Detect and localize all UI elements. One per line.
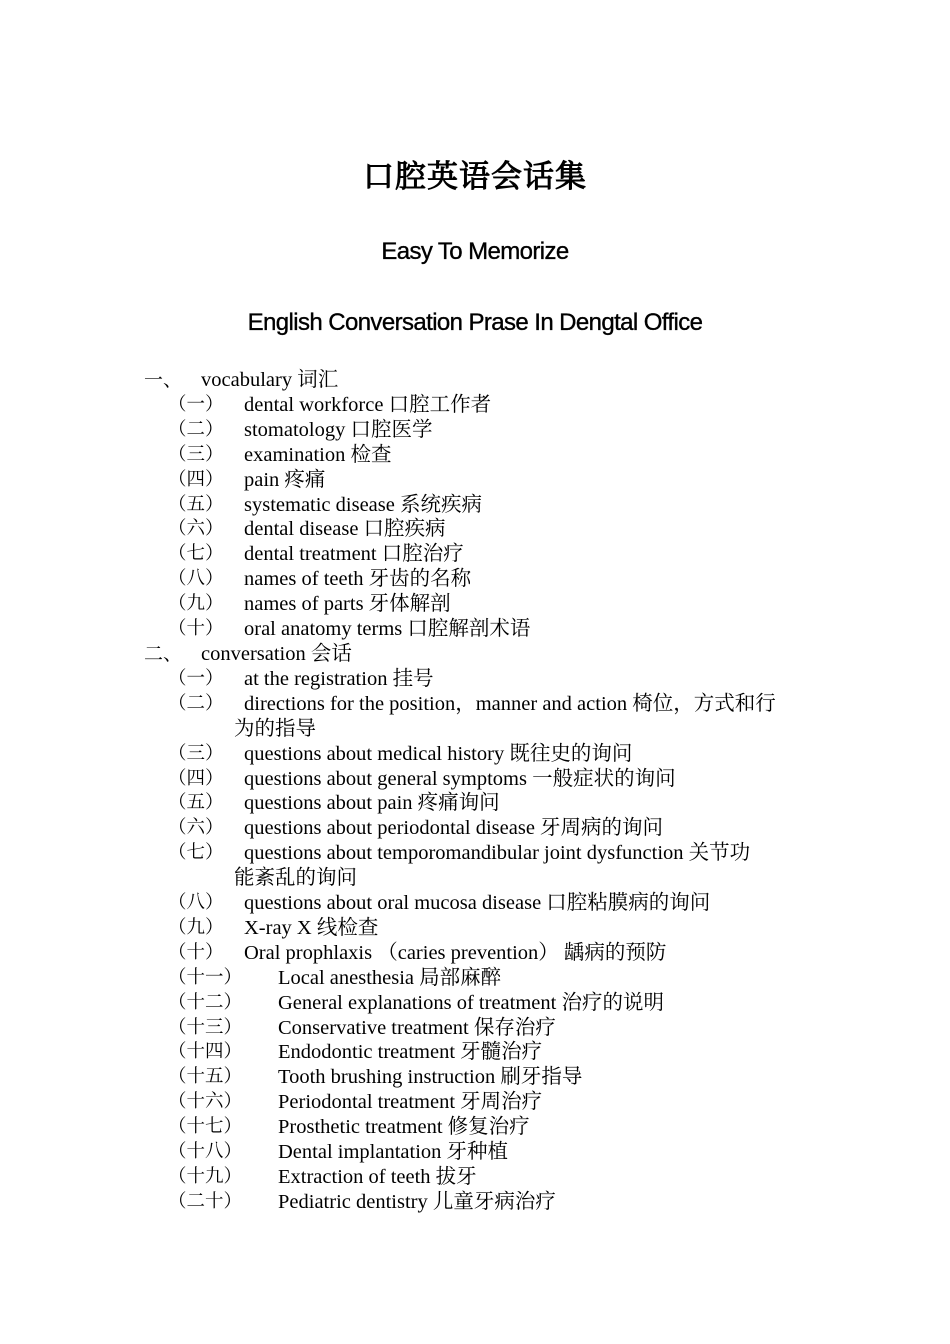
item-text: Local anesthesia 局部麻醉 (278, 966, 502, 989)
item-number: （十六） (168, 1091, 243, 1113)
toc-item (144, 542, 809, 567)
toc-item (144, 891, 809, 916)
toc-item (144, 916, 809, 941)
item-text: oral anatomy terms 口腔解剖术语 (244, 618, 531, 641)
item-text: Oral prophlaxis （caries prevention） 龋病的预防 (244, 941, 667, 964)
toc-item (144, 991, 809, 1016)
toc-item (144, 667, 809, 692)
item-number: （十九） (168, 1166, 243, 1187)
item-number: （五） (168, 493, 224, 515)
toc-item (144, 617, 809, 642)
item-number: （二十） (168, 1190, 243, 1212)
item-text: examination 检查 (244, 443, 392, 466)
item-number: （七） (168, 543, 224, 565)
item-text: Periodontal treatment 牙周治疗 (278, 1091, 543, 1114)
item-number: （八） (168, 892, 224, 914)
item-number: （二） (168, 692, 224, 714)
toc-item (144, 1090, 809, 1115)
item-text: Dental implantation 牙种植 (278, 1141, 509, 1164)
item-text: questions about general symptoms 一般症状的询问 (244, 767, 676, 790)
toc-item (144, 1165, 809, 1190)
item-number: （七） (168, 842, 224, 864)
item-text-continuation: 为的指导 (234, 717, 316, 740)
toc-item (144, 816, 809, 841)
item-text: questions about oral mucosa disease 口腔粘膜病的询问 (244, 892, 711, 915)
item-text: questions about pain 疼痛询问 (244, 792, 500, 815)
toc-item (144, 1065, 809, 1090)
toc-item (144, 692, 809, 742)
item-text: names of parts 牙体解剖 (244, 593, 451, 616)
item-number: （十三） (168, 1016, 243, 1038)
item-text: stomatology 口腔医学 (244, 418, 433, 441)
item-number: （九） (168, 916, 224, 938)
item-number: （五） (168, 792, 224, 814)
section-heading-vocabulary (144, 368, 809, 393)
item-number: （八） (168, 568, 224, 590)
item-text: dental workforce 口腔工作者 (244, 393, 492, 416)
toc-item (144, 1190, 809, 1215)
item-number: （六） (168, 817, 224, 839)
item-number: （十一） (168, 966, 243, 988)
item-number: （十四） (168, 1041, 243, 1063)
item-text-continuation: 能紊乱的询问 (234, 867, 357, 890)
item-text: systematic disease 系统疾病 (244, 493, 482, 516)
item-text: directions for the position，manner and action 椅位，方式和行 (244, 692, 776, 715)
table-of-contents (144, 368, 809, 1215)
toc-item (144, 493, 809, 518)
toc-item (144, 1140, 809, 1165)
item-text: pain 疼痛 (244, 468, 326, 491)
toc-item (144, 742, 809, 767)
item-number: （十） (168, 618, 224, 640)
item-number: （三） (168, 443, 224, 465)
toc-item (144, 1040, 809, 1065)
item-number: （十二） (168, 991, 243, 1013)
item-number: （四） (168, 767, 224, 789)
item-text: dental treatment 口腔治疗 (244, 543, 464, 566)
document-subtitle-english-conversation: English Conversation Prase In Dengtal Office (247, 309, 703, 336)
toc-item (144, 592, 809, 617)
item-text: General explanations of treatment 治疗的说明 (278, 991, 664, 1014)
toc-item (144, 841, 809, 891)
item-text: Tooth brushing instruction 刷牙指导 (278, 1066, 583, 1089)
item-number: （十） (168, 941, 224, 963)
toc-item (144, 767, 809, 792)
item-text: at the registration 挂号 (244, 667, 434, 690)
item-text: questions about medical history 既往史的询问 (244, 742, 633, 765)
toc-item (144, 393, 809, 418)
toc-item (144, 517, 809, 542)
item-text: Pediatric dentistry 儿童牙病治疗 (278, 1190, 556, 1213)
item-number: （四） (168, 468, 224, 490)
item-number: （十八） (168, 1141, 243, 1163)
item-number: （十七） (168, 1116, 243, 1138)
item-number: （九） (168, 593, 224, 615)
item-number: （六） (168, 518, 224, 540)
item-text: Endodontic treatment 牙髓治疗 (278, 1041, 543, 1064)
toc-item (144, 941, 809, 966)
toc-item (144, 418, 809, 443)
item-text: Prosthetic treatment 修复治疗 (278, 1116, 530, 1139)
item-text: dental disease 口腔疾病 (244, 518, 446, 541)
item-text: Conservative treatment 保存治疗 (278, 1016, 556, 1039)
item-text: questions about periodontal disease 牙周病的询问 (244, 817, 664, 840)
toc-item (144, 567, 809, 592)
toc-item (144, 443, 809, 468)
item-number: （一） (168, 667, 224, 689)
item-number: （二） (168, 418, 224, 440)
toc-item (144, 468, 809, 493)
section-label: vocabulary 词汇 (201, 369, 339, 391)
item-number: （十五） (168, 1066, 243, 1088)
item-text: X-ray X 线检查 (244, 916, 379, 939)
section-number: 二、 (144, 642, 183, 665)
document-title: 口腔英语会话集 (363, 159, 587, 195)
toc-item (144, 1115, 809, 1140)
toc-item (144, 791, 809, 816)
section-number: 一、 (144, 369, 183, 391)
toc-item (144, 1016, 809, 1041)
item-number: （一） (168, 393, 224, 415)
item-number: （三） (168, 742, 224, 764)
item-text: Extraction of teeth 拔牙 (278, 1166, 477, 1188)
section-label: conversation 会话 (201, 642, 352, 665)
toc-item (144, 966, 809, 991)
document-subtitle-easy-to-memorize: Easy To Memorize (381, 238, 569, 265)
item-text: names of teeth 牙齿的名称 (244, 568, 472, 591)
section-heading-conversation (144, 642, 809, 667)
item-text: questions about temporomandibular joint dysfunction 关节功 (244, 842, 751, 865)
